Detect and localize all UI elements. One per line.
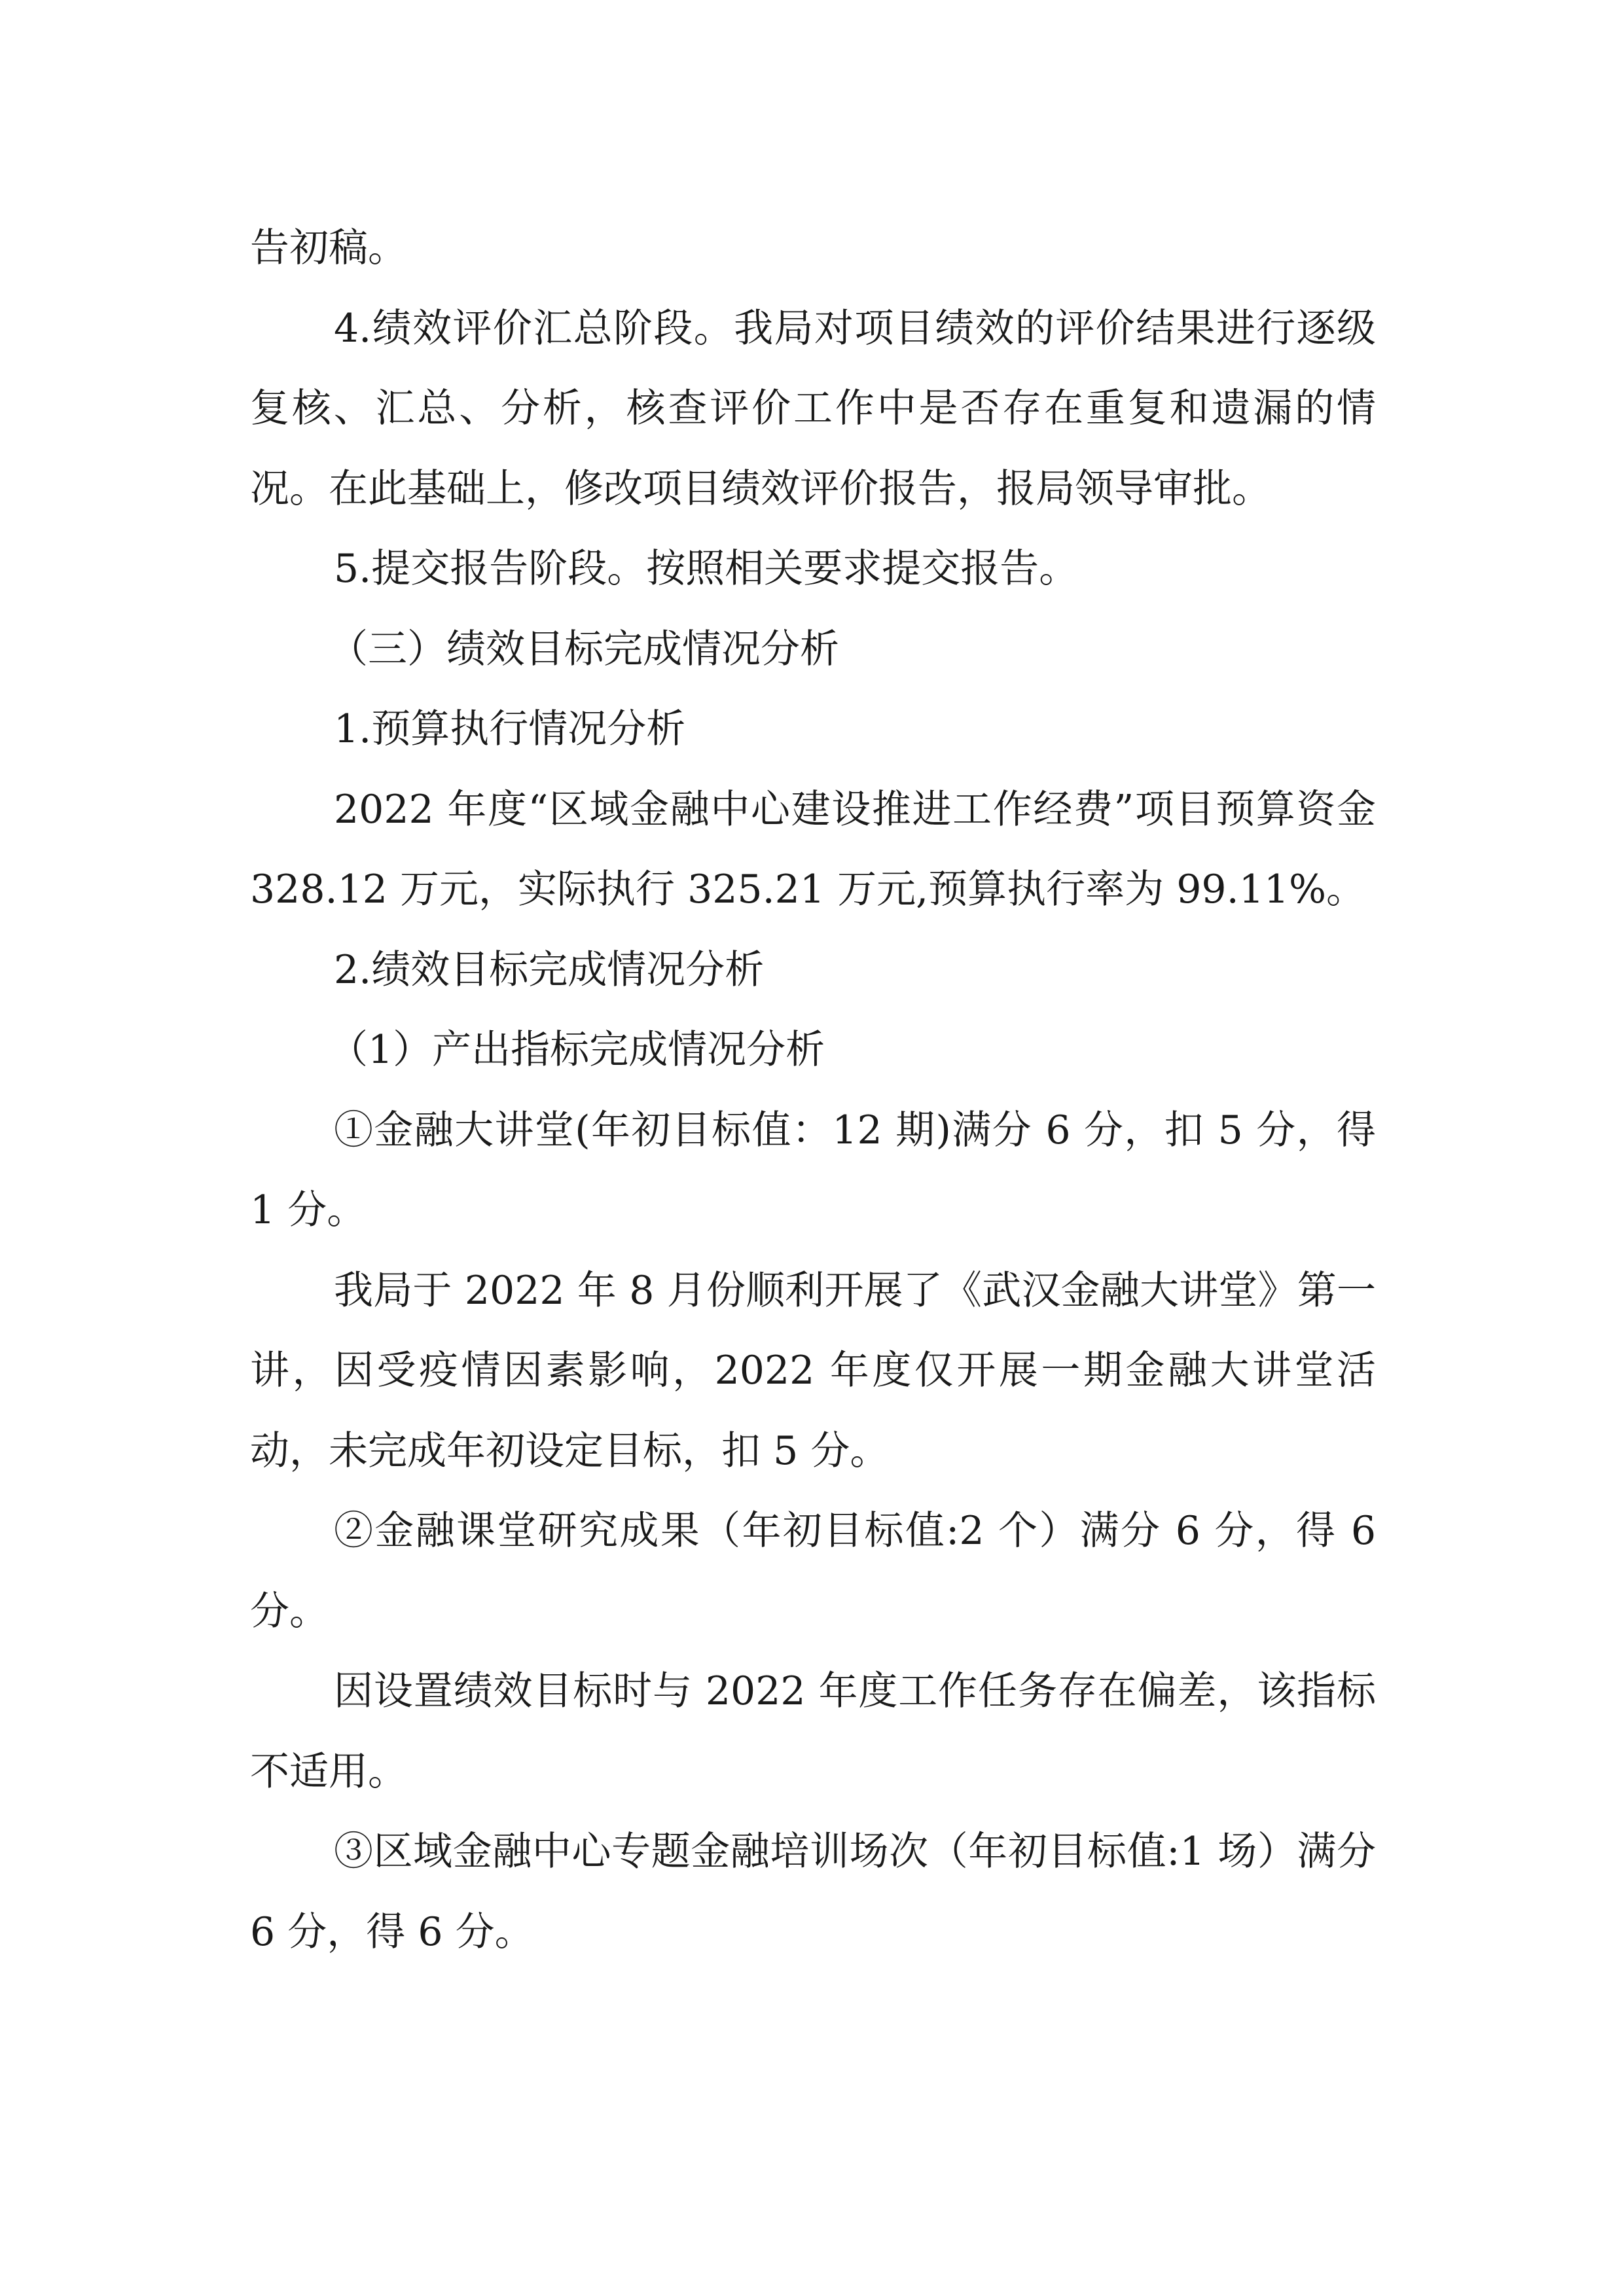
subheading-output-indicators: （1）产出指标完成情况分析 bbox=[329, 1027, 825, 1073]
paragraph-submit-stage: 5.提交报告阶段。按照相关要求提交报告。 bbox=[334, 546, 1079, 592]
paragraph-indicator-1: ①金融大讲堂(年初目标值：12 期)满分 6 分，扣 5 分，得 1 分。 bbox=[250, 1107, 1376, 1233]
section-heading-goal-analysis: （三）绩效目标完成情况分析 bbox=[329, 626, 839, 672]
document-body bbox=[250, 208, 1376, 1972]
paragraph-budget-figures: 2022 年度“区域金融中心建设推进工作经费”项目预算资金 328.12 万元，实际执行 325.21 万元,预算执行率为 99.11%。 bbox=[250, 786, 1376, 912]
paragraph-continuation: 告初稿。 bbox=[250, 225, 407, 271]
paragraph-summary-stage: 4.绩效评价汇总阶段。我局对项目绩效的评价结果进行逐级复核、汇总、分析，核查评价工作中是否存在重复和遗漏的情况。在此基础上，修改项目绩效评价报告，报局领导审批。 bbox=[250, 305, 1376, 512]
paragraph-indicator-2-detail: 因设置绩效目标时与 2022 年度工作任务存在偏差，该指标不适用。 bbox=[250, 1668, 1376, 1795]
paragraph-indicator-3: ③区域金融中心专题金融培训场次（年初目标值:1 场）满分 6 分，得 6 分。 bbox=[250, 1829, 1376, 1955]
subheading-budget-execution: 1.预算执行情况分析 bbox=[334, 706, 686, 752]
paragraph-indicator-2: ②金融课堂研究成果（年初目标值:2 个）满分 6 分，得 6 分。 bbox=[250, 1508, 1376, 1634]
subheading-goal-completion: 2.绩效目标完成情况分析 bbox=[334, 946, 765, 993]
paragraph-indicator-1-detail: 我局于 2022 年 8 月份顺利开展了《武汉金融大讲堂》第一讲，因受疫情因素影响，2022 年度仅开展一期金融大讲堂活动，未完成年初设定目标，扣 5 分。 bbox=[250, 1267, 1376, 1474]
